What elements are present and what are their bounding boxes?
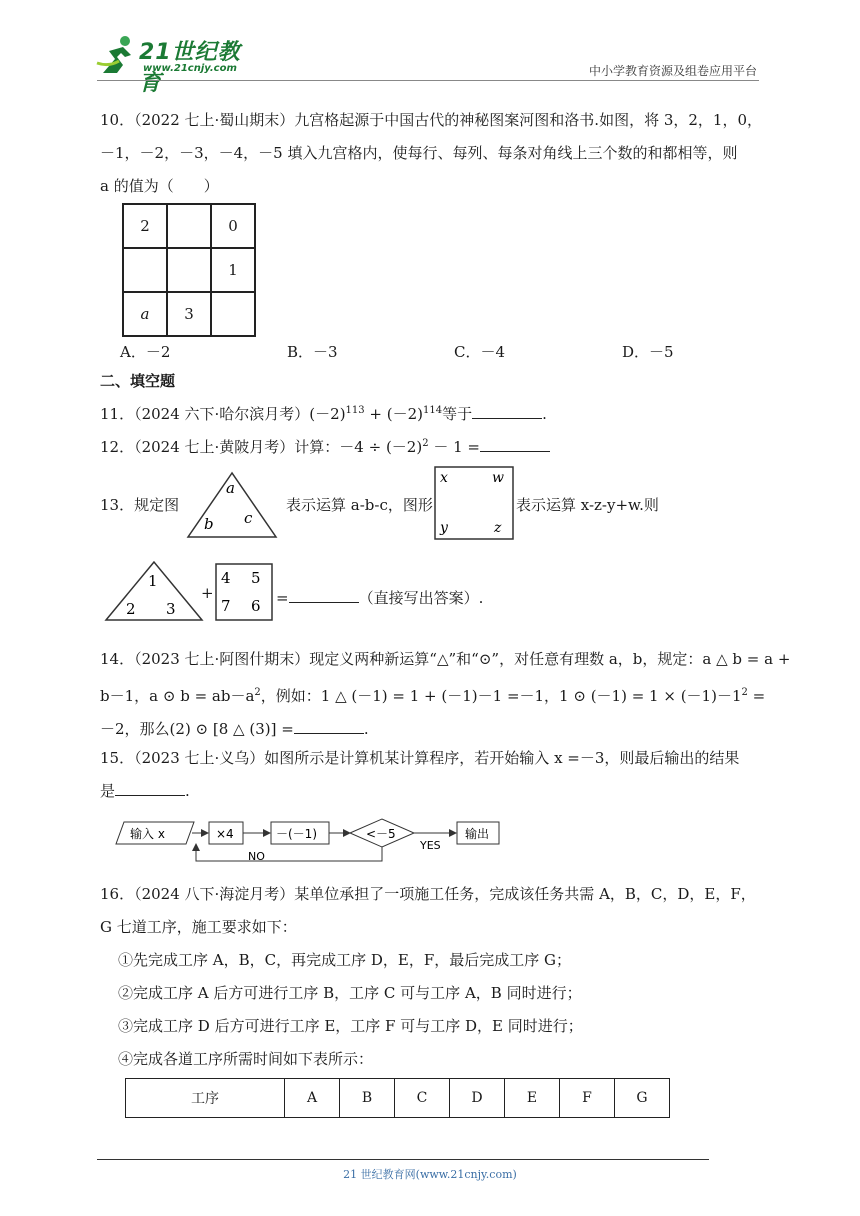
option-c[interactable]: C．－4 (454, 343, 506, 361)
q14-line1: 14．（2023 七上·阿图什期末）现定义两种新运算“△”和“⊙”，对任意有理数 a，b，规定：a △ b = a + (100, 650, 791, 668)
footer-text[interactable]: 21 世纪教育网(www.21cnjy.com) (343, 1168, 517, 1181)
answer-blank[interactable] (472, 400, 542, 419)
table-cell: E (505, 1079, 560, 1118)
q14-exp2: 2 (741, 687, 748, 698)
square-example (215, 563, 273, 621)
flow-cond: <－5 (366, 827, 396, 841)
q15-line2-text: 是 (100, 782, 116, 800)
q13-text2: 表示运算 a-b-c，图形 (286, 496, 433, 514)
question-10 (100, 104, 765, 203)
flow-step2: －(－1) (276, 827, 317, 841)
q10-line2: －1，－2，－3，－4，－5 填入九宫格内，使每行、每列、每条对角线上三个数的和都相等，则 (100, 144, 738, 162)
table-cell: C (395, 1079, 450, 1118)
tri-label: b (204, 515, 214, 533)
sq2-label: 7 (221, 597, 231, 615)
tri-label: a (226, 479, 235, 497)
tri2-label: 3 (166, 600, 176, 618)
question-14 (100, 643, 791, 746)
footer-divider (97, 1159, 709, 1160)
q16-item: ③完成工序 D 后方可进行工序 E，工序 F 可与工序 D，E 同时进行； (118, 1017, 583, 1035)
grid-cell (211, 292, 255, 336)
grid-cell: 1 (211, 248, 255, 292)
sq-label: x (440, 470, 448, 486)
section-title: 二、填空题 (100, 372, 176, 390)
square-figure (434, 466, 514, 540)
sq-label: z (494, 520, 502, 536)
q12-suffix: － 1 = (428, 438, 480, 456)
flow-step1: ×4 (216, 827, 234, 841)
q12-prefix: 12．（2024 七上·黄陂月考）计算：－4 ÷ (－2) (100, 438, 423, 456)
question-12 (100, 427, 765, 464)
q13-eq: = (276, 589, 289, 607)
table-cell: A (285, 1079, 340, 1118)
table-cell: D (450, 1079, 505, 1118)
option-b[interactable]: B．－3 (287, 343, 338, 361)
process-table (125, 1078, 670, 1118)
brand-site: www.21cnjy.com (143, 63, 237, 74)
table-cell: F (560, 1079, 615, 1118)
q14-line2b: ，例如：1 △ (－1) = 1 + (－1)－1 =－1，1 ⊙ (－1) = 1 × (－1)－1 (260, 687, 742, 705)
q10-line1: 10．（2022 七上·蜀山期末）九宫格起源于中国古代的神秘图案河图和洛书.如图，将 3，2，1，0， (100, 111, 763, 129)
q14-line2 (100, 676, 765, 713)
q16-item: ①先完成工序 A，B，C，再完成工序 D，E，F，最后完成工序 G； (118, 951, 572, 969)
flow-no: NO (248, 850, 265, 863)
q11-exp1: 113 (345, 405, 365, 416)
q14-line2c: = (747, 687, 766, 705)
triangle-example (104, 560, 204, 622)
answer-blank[interactable] (294, 715, 364, 734)
grid-cell (123, 248, 167, 292)
q14-end: . (363, 720, 369, 738)
question-11 (100, 394, 765, 431)
grid-cell: 3 (167, 292, 211, 336)
table-cell: G (615, 1079, 670, 1118)
q11-prefix: 11．（2024 六下·哈尔滨月考）(－2) (100, 405, 346, 423)
triangle-figure (186, 471, 278, 539)
sq2-label: 4 (221, 569, 231, 587)
q10-line3: a 的值为（ ） (100, 177, 219, 195)
flow-yes: YES (420, 839, 441, 852)
q13-answer (276, 584, 483, 608)
grid-cell: 2 (123, 204, 167, 248)
flow-output: 输出 (465, 827, 490, 841)
tri2-label: 2 (126, 600, 136, 618)
runner-logo-icon (95, 33, 139, 77)
header-divider (97, 80, 759, 81)
q13-text3: 表示运算 x-z-y+w.则 (516, 496, 659, 514)
grid-cell: 0 (211, 204, 255, 248)
q12-exp: 2 (422, 438, 429, 449)
q11-exp2: 114 (423, 405, 443, 416)
plus-sign: + (201, 584, 214, 602)
q16-item: ④完成各道工序所需时间如下表所示： (118, 1050, 374, 1068)
nine-grid (122, 203, 256, 337)
grid-cell (167, 248, 211, 292)
q11-mid: + (－2) (364, 405, 423, 423)
q15-line2 (100, 775, 765, 808)
q16-item: ②完成工序 A 后方可进行工序 B，工序 C 可与工序 A，B 同时进行； (118, 984, 582, 1002)
option-d[interactable]: D．－5 (622, 343, 674, 361)
answer-blank[interactable] (115, 777, 185, 796)
tri-label: c (244, 509, 253, 527)
q13-text1: 13．规定图 (100, 496, 180, 514)
table-cell: B (340, 1079, 395, 1118)
logo (95, 33, 260, 96)
q13-tail: （直接写出答案）. (358, 589, 484, 607)
flow-input: 输入 x (130, 827, 165, 841)
q15-end: . (185, 782, 190, 800)
answer-blank[interactable] (289, 584, 359, 603)
table-cell: 工序 (126, 1079, 285, 1118)
sq-label: w (492, 470, 504, 486)
question-15 (100, 742, 765, 808)
grid-cell: a (123, 292, 167, 336)
q16-line1: 16．（2024 八下·海淀月考）某单位承担了一项施工任务，完成该任务共需 A，B，C，D，E，F， (100, 885, 756, 903)
q14-line2a: b－1，a ⊙ b = ab－a (100, 687, 255, 705)
q15-line1: 15．（2023 七上·义乌）如图所示是计算机某计算程序，若开始输入 x =－3，则最后输出的结果 (100, 749, 740, 767)
question-16 (100, 878, 765, 1076)
table-row (126, 1079, 670, 1118)
brand-name: 21世纪教育 (139, 40, 241, 96)
flowchart (112, 815, 512, 867)
sq2-label: 5 (251, 569, 261, 587)
q14-exp: 2 (254, 687, 261, 698)
q14-line3-text: －2，那么(2) ⊙ [8 △ (3)] = (100, 720, 294, 738)
q16-line2: G 七道工序，施工要求如下： (100, 918, 297, 936)
q11-suffix: 等于 (442, 405, 473, 423)
q11-end: . (542, 405, 547, 423)
option-a[interactable]: A．－2 (120, 343, 171, 361)
header-platform: 中小学教育资源及组卷应用平台 (588, 64, 757, 78)
sq-label: y (440, 520, 448, 536)
sq2-label: 6 (251, 597, 261, 615)
grid-cell (167, 204, 211, 248)
tri2-label: 1 (148, 572, 158, 590)
answer-blank[interactable] (480, 433, 550, 452)
